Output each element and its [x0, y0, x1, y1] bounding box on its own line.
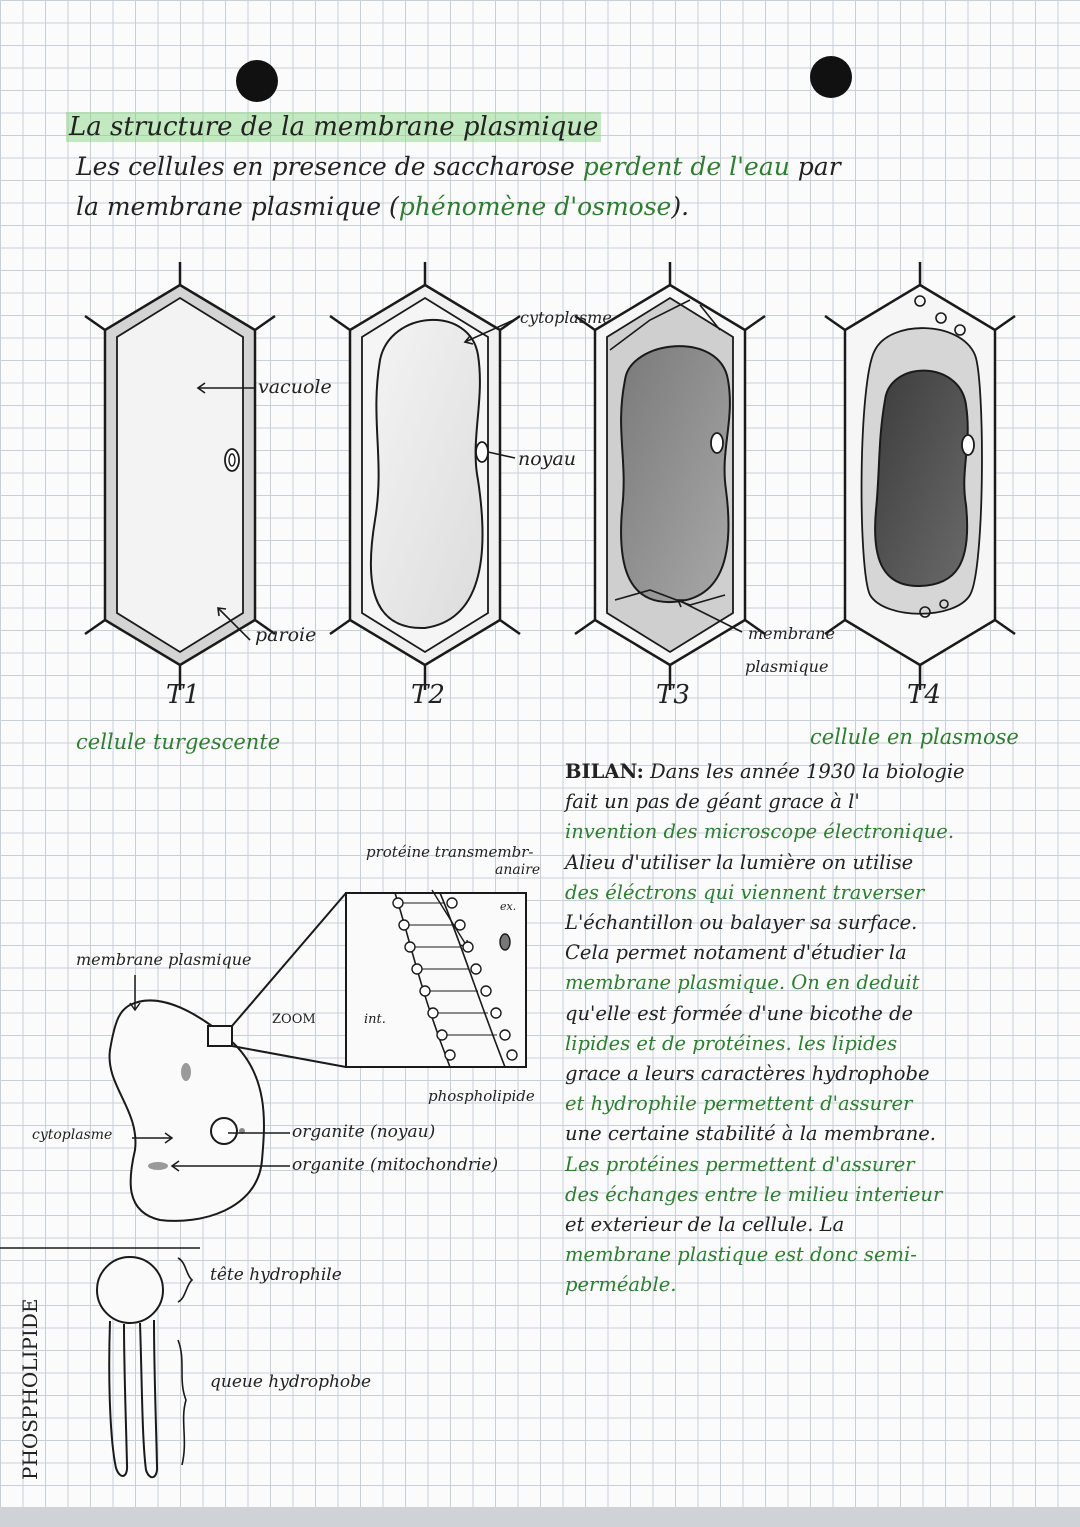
bilan-line-13: Les protéines permettent d'assurer: [565, 1152, 915, 1176]
bilan-line-7: membrane plasmique. On en deduit: [565, 971, 920, 995]
label-zoom: ZOOM: [272, 1012, 316, 1027]
label-tete-hydrophile: tête hydrophile: [210, 1265, 342, 1285]
label-membrane-plasmique: membrane plasmique: [76, 950, 252, 969]
label-membrane-2: plasmique: [745, 657, 829, 676]
intro-part-2: perdent de l'eau: [582, 152, 790, 181]
label-turgescente: cellule turgescente: [76, 730, 281, 754]
label-proteine-2: anaire: [495, 862, 541, 878]
label-noyau: noyau: [518, 448, 576, 470]
bilan-line-4: des éléctrons qui viennent traverser: [565, 880, 925, 904]
label-paroie: paroie: [255, 624, 317, 646]
bilan-line-1: fait un pas de géant grace à l': [565, 790, 860, 814]
bilan-line-9: lipides et de protéines. les lipides: [565, 1031, 898, 1055]
label-phospholipide-side: PHOSPHOLIPIDE: [18, 1298, 42, 1480]
bilan-line-17: perméable.: [565, 1273, 677, 1297]
label-t2: T2: [411, 680, 445, 710]
label-proteine-1: protéine transmembr-: [366, 843, 534, 861]
bilan-line-2: invention des microscope électronique.: [565, 820, 955, 844]
bilan-line-14: des échanges entre le milieu interieur: [565, 1182, 943, 1206]
bilan-line-15: et exterieur de la cellule. La: [565, 1213, 845, 1237]
label-t4: T4: [907, 680, 941, 710]
bilan-block: [565, 757, 1045, 1301]
label-cytoplasme: cytoplasme: [520, 308, 612, 327]
bilan-line-12: une certaine stabilité à la membrane.: [565, 1122, 937, 1146]
cell-t1: [85, 262, 275, 690]
bilan-line-3: Alieu d'utiliser la lumière on utilise: [565, 850, 914, 874]
bilan-line-5: L'échantillon ou balayer sa surface.: [565, 911, 918, 935]
label-organite-noyau: organite (noyau): [292, 1122, 436, 1142]
label-int: int.: [364, 1012, 386, 1027]
label-t1: T1: [166, 680, 200, 710]
label-organite-mito: organite (mitochondrie): [292, 1155, 499, 1175]
bilan-line-10: grace a leurs caractères hydrophobe: [565, 1062, 930, 1086]
bilan-line-6: Cela permet notament d'étudier la: [565, 941, 907, 965]
intro-part-4: la membrane plasmique (: [76, 192, 399, 221]
label-t3: T3: [656, 680, 690, 710]
intro-part-5: phénomène d'osmose: [398, 192, 672, 221]
label-ext: ex.: [500, 900, 517, 913]
label-plasmose: cellule en plasmose: [810, 725, 1019, 749]
page-title-text: La structure de la membrane plasmique: [66, 112, 601, 142]
page-bottom-edge: [0, 1507, 1080, 1527]
label-cytoplasme-zoom: cytoplasme: [32, 1127, 113, 1143]
bilan-line-11: et hydrophile permettent d'assurer: [565, 1092, 913, 1116]
label-queue-hydrophobe: queue hydrophobe: [210, 1372, 372, 1392]
bilan-heading: BILAN:: [565, 760, 644, 783]
cell-t4: [825, 262, 1015, 690]
label-membrane-1: membrane: [748, 624, 836, 643]
bilan-line-text-0: Dans les année 1930 la biologie: [649, 760, 965, 783]
intro-part-6: ).: [671, 192, 690, 221]
label-vacuole: vacuole: [258, 376, 332, 398]
bilan-line-16: membrane plastique est donc semi-: [565, 1243, 917, 1267]
intro-part-3: par: [797, 152, 841, 181]
cell-t2: [330, 262, 520, 690]
label-phospholipide: phospholipide: [428, 1087, 535, 1105]
intro-part-1: Les cellules en presence de saccharose: [76, 152, 575, 181]
bilan-line-8: qu'elle est formée d'une bicothe de: [565, 1001, 914, 1025]
bilan-line-0: [565, 757, 1045, 787]
